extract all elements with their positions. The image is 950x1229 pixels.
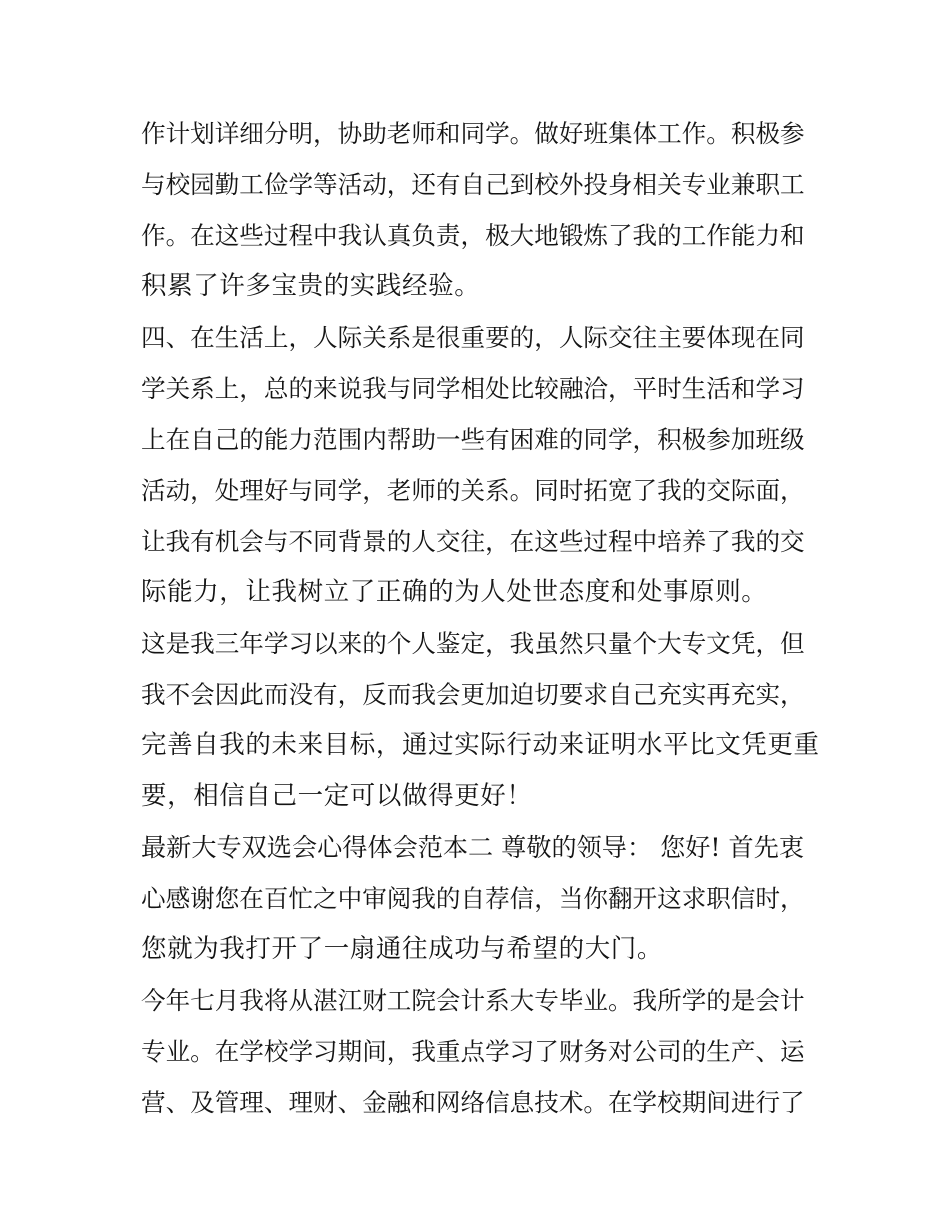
- text-line: 上在自己的能力范围内帮助一些有困难的同学，积极参加班级: [141, 425, 805, 454]
- text-line: 完善自我的未来目标，通过实际行动来证明水平比文凭更重: [141, 730, 820, 760]
- text-line: 让我有机会与不同背景的人交往，在这些过程中培养了我的交: [141, 527, 805, 556]
- text-line: 际能力，让我树立了正确的为人处世态度和处事原则。: [141, 577, 768, 607]
- text-line: 今年七月我将从湛江财工院会计系大专毕业。我所学的是会计: [141, 986, 805, 1015]
- text-line: 我不会因此而没有，反而我会更加迫切要求自己充实再充实，: [141, 680, 805, 709]
- body-text: [141, 108, 821, 1128]
- text-line: 积累了许多宝贵的实践经验。: [141, 271, 481, 301]
- text-line: 专业。在学校学习期间，我重点学习了财务对公司的生产、运: [141, 1037, 805, 1066]
- text-line: 这是我三年学习以来的个人鉴定，我虽然只量个大专文凭，但: [141, 629, 805, 658]
- text-line: 您就为我打开了一扇通往成功与希望的大门。: [141, 934, 664, 964]
- text-line: 营、及管理、理财、金融和网络信息技术。在学校期间进行了: [141, 1088, 805, 1117]
- text-line: 四、在生活上，人际关系是很重要的，人际交往主要体现在同: [141, 323, 805, 352]
- text-line: 最新大专双选会心得体会范本二 尊敬的领导： 您好! 首先衷: [141, 833, 805, 862]
- text-line: 学关系上，总的来说我与同学相处比较融洽，平时生活和学习: [141, 374, 805, 403]
- text-line: 要，相信自己一定可以做得更好！: [141, 781, 533, 811]
- text-line: 作。在这些过程中我认真负责，极大地锻炼了我的工作能力和: [141, 221, 805, 250]
- text-line: 心感谢您在百忙之中审阅我的自荐信，当你翻开这求职信时，: [141, 884, 805, 913]
- text-line: 活动，处理好与同学，老师的关系。同时拓宽了我的交际面，: [141, 476, 805, 505]
- text-line: 作计划详细分明，协助老师和同学。做好班集体工作。积极参: [141, 119, 805, 148]
- text-line: 与校园勤工俭学等活动，还有自己到校外投身相关专业兼职工: [141, 170, 805, 199]
